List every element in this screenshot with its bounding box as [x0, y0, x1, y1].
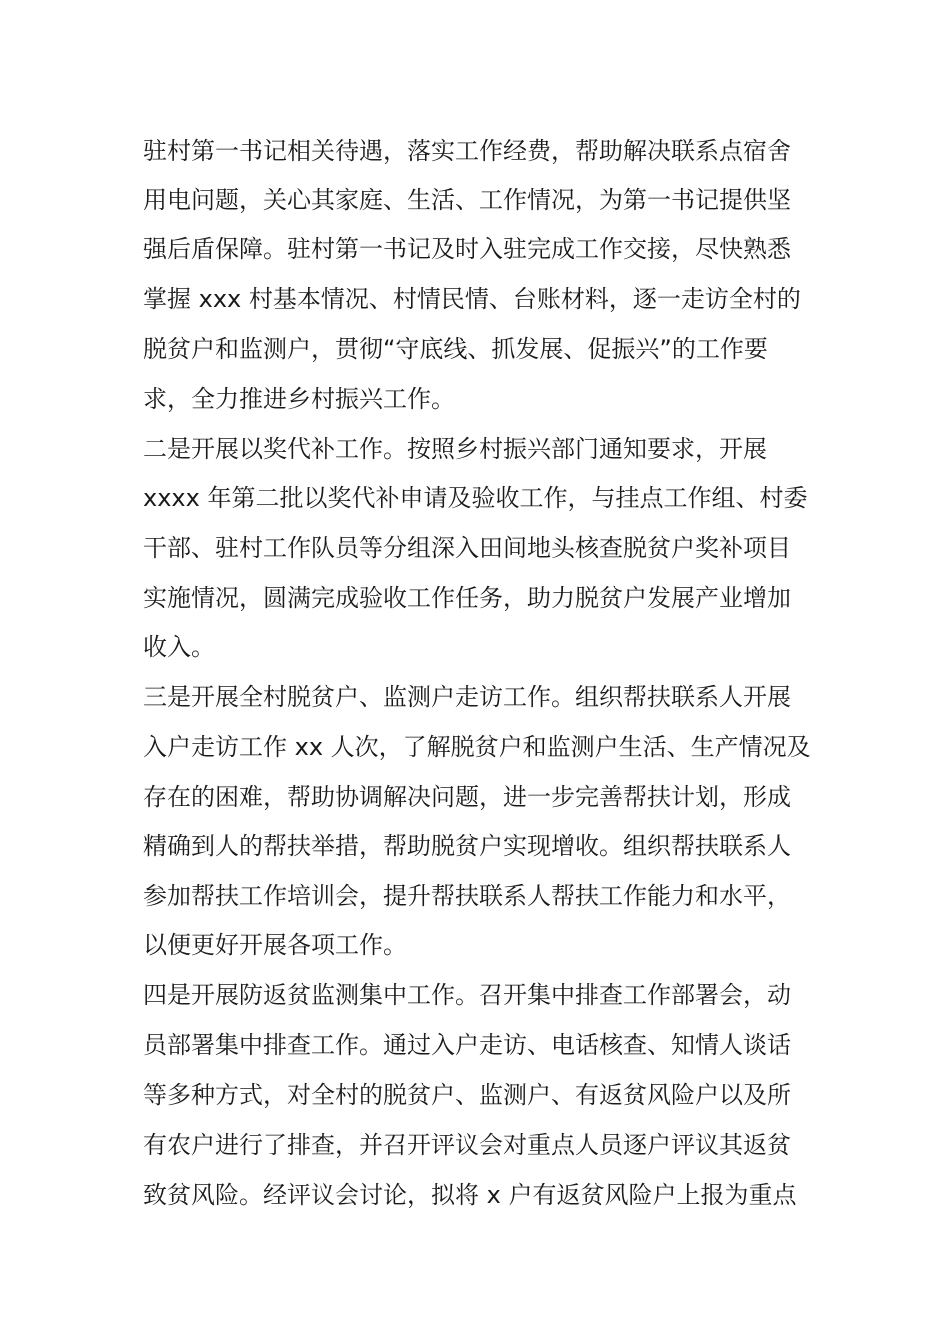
text-line: 致贫风险。经评议会讨论，拟将 x 户有返贫风险户上报为重点: [143, 1181, 797, 1209]
text-line: 实施情况，圆满完成验收工作任务，助力脱贫户发展产业增加: [143, 584, 791, 612]
text-line: 以便更好开展各项工作。: [143, 931, 407, 959]
text-line: 参加帮扶工作培训会，提升帮扶联系人帮扶工作能力和水平，: [143, 882, 791, 910]
text-line: 用电问题，关心其家庭、生活、工作情况，为第一书记提供坚: [143, 186, 791, 214]
text-line: 入户走访工作 xx 人次，了解脱贫户和监测户生活、生产情况及: [143, 733, 811, 761]
text-line: 三是开展全村脱贫户、监测户走访工作。组织帮扶联系人开展: [143, 683, 791, 711]
text-line: 脱贫户和监测户，贯彻“守底线、抓发展、促振兴”的工作要: [143, 335, 768, 363]
text-line: 收入。: [143, 633, 215, 661]
text-line: 强后盾保障。驻村第一书记及时入驻完成工作交接，尽快熟悉: [143, 235, 791, 263]
text-line: 驻村第一书记相关待遇，落实工作经费，帮助解决联系点宿舍: [143, 137, 791, 165]
text-line: 等多种方式，对全村的脱贫户、监测户、有返贫风险户以及所: [143, 1081, 791, 1109]
text-line: 求，全力推进乡村振兴工作。: [143, 385, 455, 413]
text-line: xxxx 年第二批以奖代补申请及验收工作，与挂点工作组、村委: [143, 484, 808, 512]
text-line: 干部、驻村工作队员等分组深入田间地头核查脱贫户奖补项目: [143, 534, 791, 562]
text-line: 精确到人的帮扶举措，帮助脱贫户实现增收。组织帮扶联系人: [143, 832, 791, 860]
text-line: 存在的困难，帮助协调解决问题，进一步完善帮扶计划，形成: [143, 783, 791, 811]
text-line: 有农户进行了排查，并召开评议会对重点人员逐户评议其返贫: [143, 1131, 791, 1159]
text-line: 员部署集中排查工作。通过入户走访、电话核查、知情人谈话: [143, 1031, 791, 1059]
text-line: 二是开展以奖代补工作。按照乡村振兴部门通知要求，开展: [143, 435, 767, 463]
text-line: 四是开展防返贫监测集中工作。召开集中排查工作部署会，动: [143, 981, 791, 1009]
text-line: 掌握 xxx 村基本情况、村情民情、台账材料，逐一走访全村的: [143, 285, 801, 313]
